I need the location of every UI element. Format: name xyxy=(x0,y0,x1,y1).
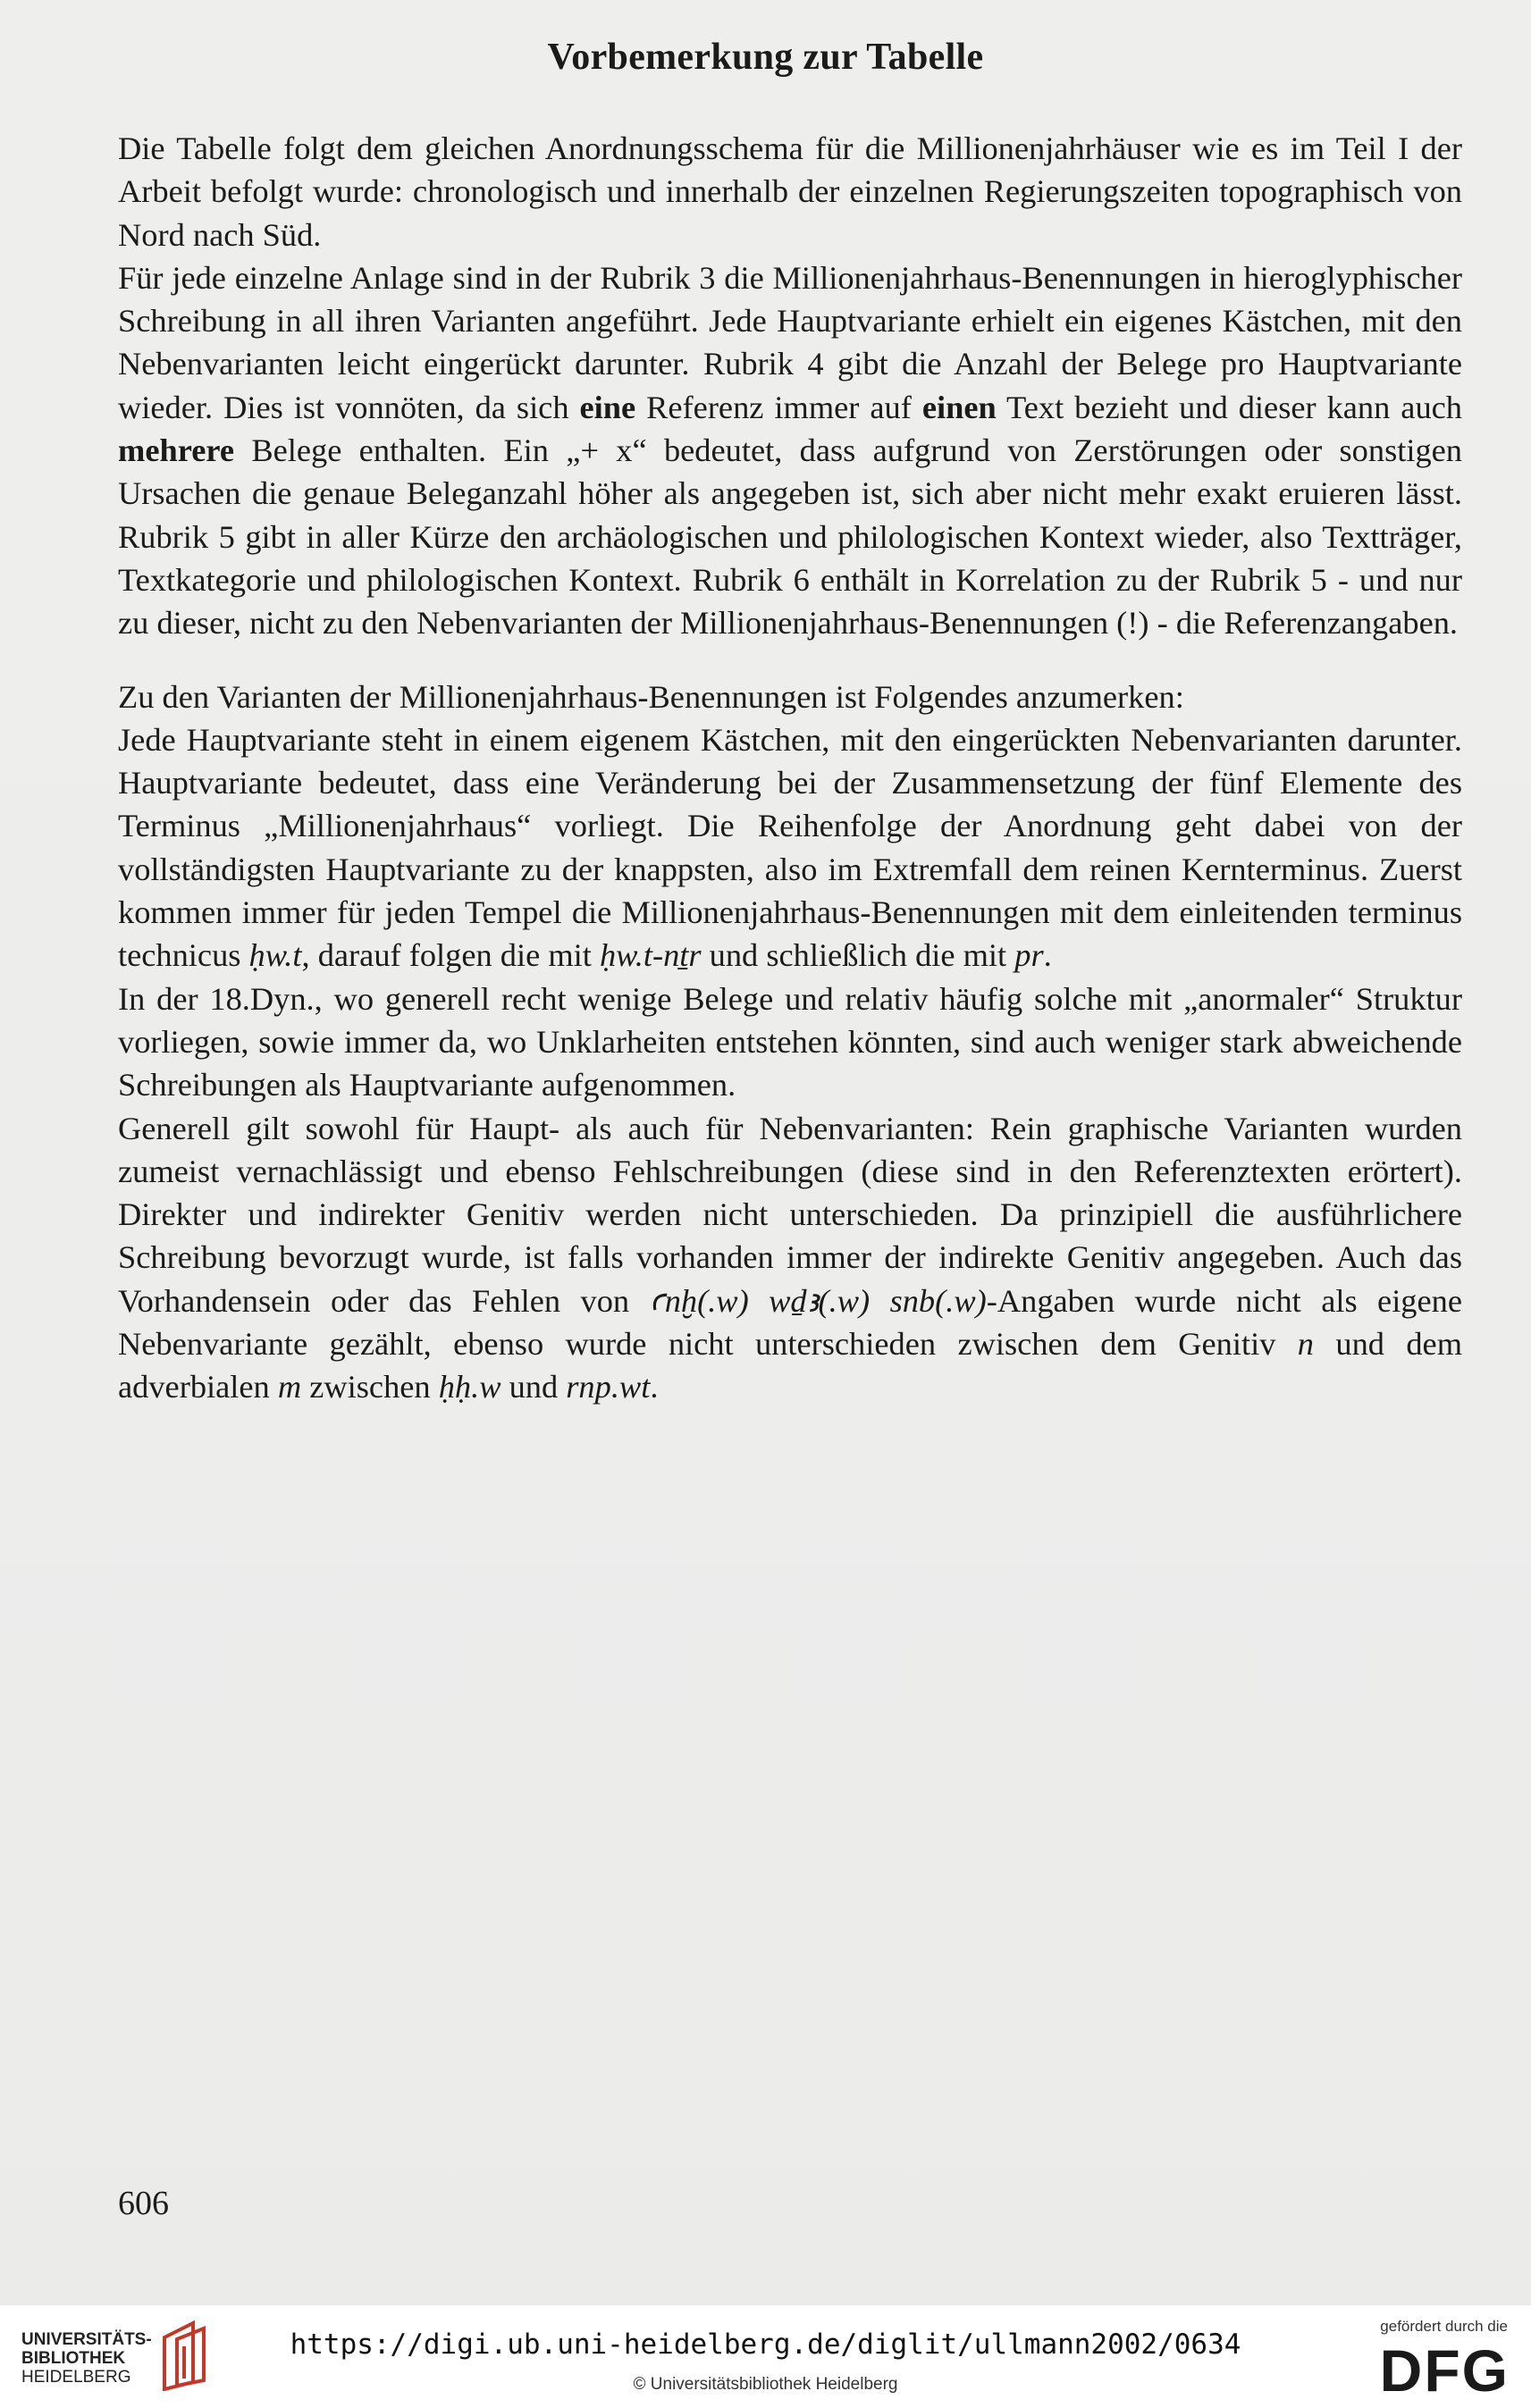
paragraph-6 xyxy=(118,1107,1462,1409)
text-run: und schließlich die mit xyxy=(701,937,1015,974)
text-run: , darauf folgen die mit xyxy=(301,937,600,974)
paragraph-5: In der 18.Dyn., wo generell recht wenige Belege und relativ häufig solche mit „anormaler“ Struktur vorliegen, sowie immer da, wo Unklarheiten entstehen könnten, sind auch weniger stark abweichende Schreibungen als Hauptvariante aufgenommen. xyxy=(118,980,1462,1103)
text-run: Generell gilt sowohl für Haupt- als auch für Nebenvarianten: Rein graphische Varianten wurden zumeist vernachlässigt und ebenso Fehlschreibungen (diese sind in den Referenztexten erörtert). Direkter und indirekter Genitiv werden nicht unterschieden. Da prinzipiell die ausführlichere Schreibung bevorzugt wurde, ist falls vorhanden immer der indirekte Genitiv angegeben. Auch das Vorhandensein oder das Fehlen von xyxy=(118,1110,1462,1319)
text-run: . xyxy=(650,1369,659,1405)
funder-caption: gefördert durch die xyxy=(1380,2318,1508,2335)
paragraph-gap xyxy=(118,645,1462,675)
page-title: Vorbemerkung zur Tabelle xyxy=(547,37,984,78)
italic-run: ḥḥ.w xyxy=(438,1369,501,1405)
copyright-notice: © Universitätsbibliothek Heidelberg xyxy=(633,2375,898,2394)
paragraph-2 xyxy=(118,256,1462,645)
dfg-logo: DFG xyxy=(1379,2337,1510,2404)
italic-run: n xyxy=(1297,1326,1314,1363)
library-line-1: UNIVERSITÄTS- xyxy=(21,2330,152,2349)
italic-run: ꜥnḫ(.w) wḏꜣ(.w) snb(.w) xyxy=(649,1282,987,1319)
source-url-link[interactable]: https://digi.ub.uni-heidelberg.de/diglit/ullmann2002/0634 xyxy=(290,2328,1241,2361)
paragraph-4 xyxy=(118,718,1462,977)
text-run: und xyxy=(501,1369,567,1405)
bold-run: einen xyxy=(921,389,997,425)
italic-run: ḥw.t-nṯr xyxy=(599,937,702,974)
bold-run: mehrere xyxy=(118,432,234,469)
italic-run: ḥw.t xyxy=(248,937,302,974)
italic-run: rnp.wt xyxy=(566,1369,651,1405)
text-run: . xyxy=(1043,937,1052,974)
paragraph-1: Die Tabelle folgt dem gleichen Anordnungsschema für die Millionenjahrhäuser wie es im Teil I der Arbeit befolgt wurde: chronologisch und innerhalb der einzelnen Regierungszeiten topographisch von Nord nach Süd. xyxy=(118,130,1462,253)
italic-run: pr xyxy=(1014,937,1044,974)
text-run: -Angaben wurde nicht als eigene Nebenvariante gezählt, ebenso wurde nicht unterschieden zwischen dem Genitiv xyxy=(118,1282,1462,1363)
text-run: und dem adverbialen xyxy=(118,1326,1462,1405)
text-run: Belege enthalten. Ein „+ x“ bedeutet, dass aufgrund von Zerstörungen oder sonstigen Ursachen die genaue Beleganzahl höher als angegeben ist, sich aber nicht mehr exakt eruieren lässt. Rubrik 5 gibt in aller Kürze den archäologischen und philologischen Kontext wieder, also Textträger, Textkategorie und philologischen Kontext. Rubrik 6 enthält in Korrelation zu der Rubrik 5 - und nur zu dieser, nicht zu den Nebenvarianten der Millionenjahrhaus-Benennungen (!) - die Referenzangaben. xyxy=(118,432,1462,642)
library-line-3: HEIDELBERG xyxy=(21,2368,131,2387)
footer-bar xyxy=(0,2305,1531,2408)
paragraph-3: Zu den Varianten der Millionenjahrhaus-Benennungen ist Folgendes anzumerken: xyxy=(118,678,1184,715)
text-run: zwischen xyxy=(301,1369,439,1405)
page-number: 606 xyxy=(118,2185,169,2222)
library-line-2: BIBLIOTHEK xyxy=(21,2349,126,2368)
body-text xyxy=(118,127,1462,1409)
text-run: Referenz immer auf xyxy=(635,389,922,425)
italic-run: m xyxy=(277,1369,302,1405)
text-run: Jede Hauptvariante steht in einem eigenem Kästchen, mit den eingerückten Nebenvarianten darunter. Hauptvariante bedeutet, dass eine Veränderung bei der Zusammensetzung der fünf Elemente des Terminus „Millionenjahrhaus“ vorliegt. Die Reihenfolge der Anordnung geht dabei von der vollständigsten Hauptvariante zu der knappsten, also im Extremfall dem reinen Kernterminus. Zuerst kommen immer für jeden Tempel die Millionenjahrhaus-Benennungen mit dem einleitenden terminus technicus xyxy=(118,721,1462,974)
text-run: Text bezieht und dieser kann auch xyxy=(996,389,1462,425)
bold-run: eine xyxy=(579,389,636,425)
text-run: Für jede einzelne Anlage sind in der Rubrik 3 die Millionenjahrhaus-Benennungen in hieroglyphischer Schreibung in all ihren Varianten angeführt. Jede Hauptvariante erhielt ein eigenes Kästchen, mit den Nebenvarianten leicht eingerückt darunter. Rubrik 4 gibt die Anzahl der Belege pro Hauptvariante wieder. Dies ist vonnöten, da sich xyxy=(118,259,1462,425)
